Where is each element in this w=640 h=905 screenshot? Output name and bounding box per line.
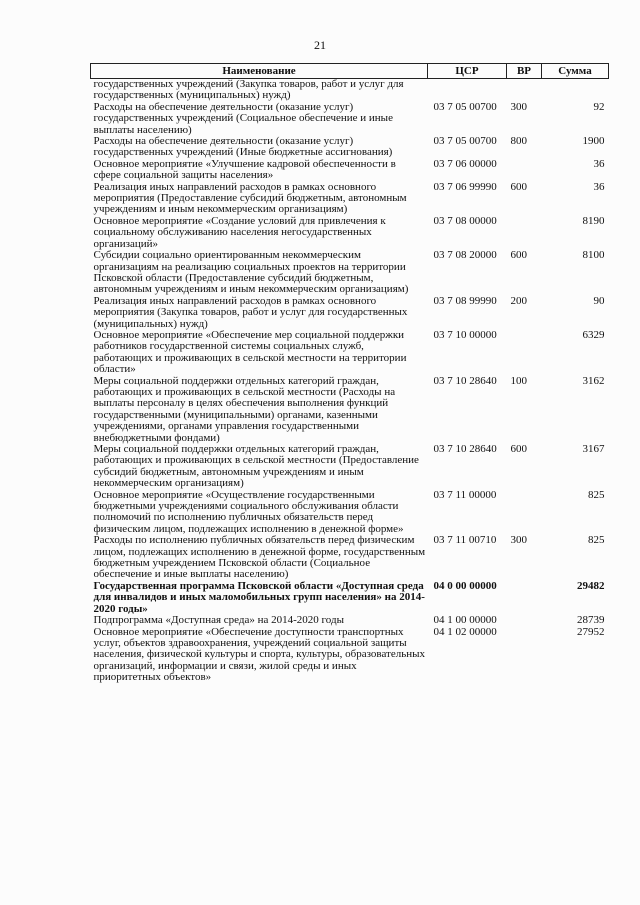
row-sum-cell: 36 [593,180,605,193]
row-csr-cell: 04 0 00 00000 [433,579,497,592]
row-csr-cell: 03 7 08 00000 [433,214,497,227]
budget-table [90,63,609,684]
row-csr-cell: 03 7 10 28640 [433,374,497,387]
row-sum-cell: 6329 [582,328,605,341]
row-name-cell: Меры социальной поддержки отдельных категорий граждан, работающих и проживающих в сельской местности (Предоставление субсидий бюджетным, автономным учреждениям и иным некоммерческим организациям) [93,443,419,490]
row-vr-cell [507,490,542,536]
table-row [91,444,609,490]
header-csr: ЦСР [428,64,507,79]
row-csr-cell [428,79,507,102]
row-csr-cell: 03 7 10 00000 [433,328,497,341]
row-csr-cell: 03 7 08 99990 [433,294,497,307]
row-name-cell: Расходы на обеспечение деятельности (оказание услуг) государственных учреждений (Социальное обеспечение и иные выплаты населению) [93,100,393,136]
row-vr-cell: 600 [510,443,527,455]
table-row [91,296,609,330]
table-header [91,64,609,79]
table-row [91,79,609,102]
row-vr-cell [507,627,542,684]
header-sum: Сумма [542,64,609,79]
row-name-cell: Субсидии социально ориентированным некоммерческим организациям на реализацию социальных проектов на территории Псковской области (Предоставление субсидий бюджетным, автономным учреждениям и иным некоммерческим организациям) [93,249,409,296]
row-sum-cell: 1900 [582,135,605,148]
row-name-cell: Государственная программа Псковской области «Доступная среда для инвалидов и иных маломобильных групп населения» на 2014-2020 годы» [93,579,425,615]
row-csr-cell: 03 7 10 28640 [433,443,497,455]
row-vr-cell: 600 [510,180,527,193]
row-name-cell: Расходы на обеспечение деятельности (оказание услуг) государственных учреждений (Иные бюджетные ассигнования) [93,135,393,159]
row-csr-cell: 03 7 11 00710 [433,534,497,547]
row-name-cell: Реализация иных направлений расходов в рамках основного мероприятия (Закупка товаров, работ и услуг для государственных (муниципальных) нужд) [93,294,408,330]
table-row [91,330,609,376]
row-name-cell: Основное мероприятие «Обеспечение доступности транспортных услуг, объектов здравоохранения, учреждений социальной защиты населения, физической культуры и спорта, культуры, образовательных организаций, информации и связи, жилой среды и иных приоритетных объектов» [93,625,426,684]
row-sum-cell: 3167 [582,443,605,455]
row-sum-cell: 90 [593,294,605,307]
row-vr-cell [507,159,542,182]
row-sum-cell [542,79,609,102]
table-row [91,182,609,216]
row-csr-cell: 03 7 06 00000 [433,157,497,170]
row-sum-cell: 29482 [577,579,605,592]
table-row [91,581,609,615]
row-sum-cell: 8100 [582,249,605,262]
row-name-cell: государственных учреждений (Закупка товаров, работ и услуг для государственных (муниципальных) нужд) [93,78,404,102]
row-vr-cell: 600 [510,249,527,262]
row-vr-cell [507,79,542,102]
row-sum-cell: 28739 [577,614,605,627]
page-number: 21 [314,38,326,52]
table-row [91,216,609,250]
row-name-cell: Основное мероприятие «Обеспечение мер социальной поддержки работников государственной системы социальных служб, работающих и проживающих в сельской местности на территории области» [93,328,407,376]
row-csr-cell: 04 1 02 00000 [433,625,497,638]
row-csr-cell: 03 7 05 00700 [433,135,497,148]
row-sum-cell: 27952 [577,625,605,638]
row-csr-cell: 03 7 06 99990 [433,180,497,193]
header-row [91,64,609,79]
table-row [91,490,609,536]
table-row [91,136,609,159]
row-vr-cell: 300 [510,100,527,113]
row-vr-cell [507,330,542,376]
row-name-cell: Основное мероприятие «Осуществление государственными бюджетными учреждениями социального обслуживания области полномочий по исполнению публичных обязательств перед физическим лицом, подлежащих исполнению в денежной форме» [93,488,404,535]
row-vr-cell [507,615,542,626]
row-csr-cell: 03 7 11 00000 [433,488,497,501]
table-row [91,376,609,444]
row-name-cell: Расходы по исполнению публичных обязательств перед физическим лицом, подлежащих исполнению в денежной форме, государственным бюджетным учреждением Псковской области (Социальное обеспечение и иные выплаты населению) [93,534,426,581]
table-row [91,627,609,684]
header-name: Наименование [91,64,428,79]
table-row [91,615,609,626]
row-csr-cell: 03 7 08 20000 [433,249,497,262]
row-sum-cell: 825 [588,534,605,547]
table-body [91,79,609,684]
row-name-cell: Основное мероприятие «Улучшение кадровой обеспеченности в сфере социальной защиты населения» [93,157,396,182]
row-name-cell: Основное мероприятие «Создание условий для привлечения к социальному обслуживанию населения негосударственных организаций» [93,214,386,250]
row-sum-cell: 92 [593,100,605,113]
row-sum-cell: 8190 [582,214,605,227]
row-vr-cell: 300 [510,534,527,547]
row-name-cell: Меры социальной поддержки отдельных категорий граждан, работающих и проживающих в сельской местности (Расходы на выплаты персоналу в целях обеспечения выполнения функций государственными (муниципальными) органами, казенными учреждениями, органами управления государственными внебюджетными фондами) [93,374,396,444]
row-vr-cell [507,216,542,250]
row-vr-cell [507,581,542,615]
header-vr: ВР [507,64,542,79]
row-sum-cell: 36 [593,157,605,170]
row-csr-cell: 04 1 00 00000 [433,614,497,627]
table-row [91,535,609,581]
row-sum-cell: 825 [588,488,605,501]
table-row [91,250,609,296]
row-sum-cell: 3162 [582,374,605,387]
row-csr-cell: 03 7 05 00700 [433,100,497,113]
row-vr-cell: 100 [510,374,527,387]
row-name-cell: Подпрограмма «Доступная среда» на 2014-2020 годы [93,614,344,627]
table-row [91,159,609,182]
table-row [91,102,609,136]
row-vr-cell: 200 [510,294,527,307]
row-vr-cell: 800 [510,135,527,148]
row-name-cell: Реализация иных направлений расходов в рамках основного мероприятия (Предоставление субсидий бюджетным, автономным учреждениям и иным некоммерческим организациям) [93,180,407,216]
